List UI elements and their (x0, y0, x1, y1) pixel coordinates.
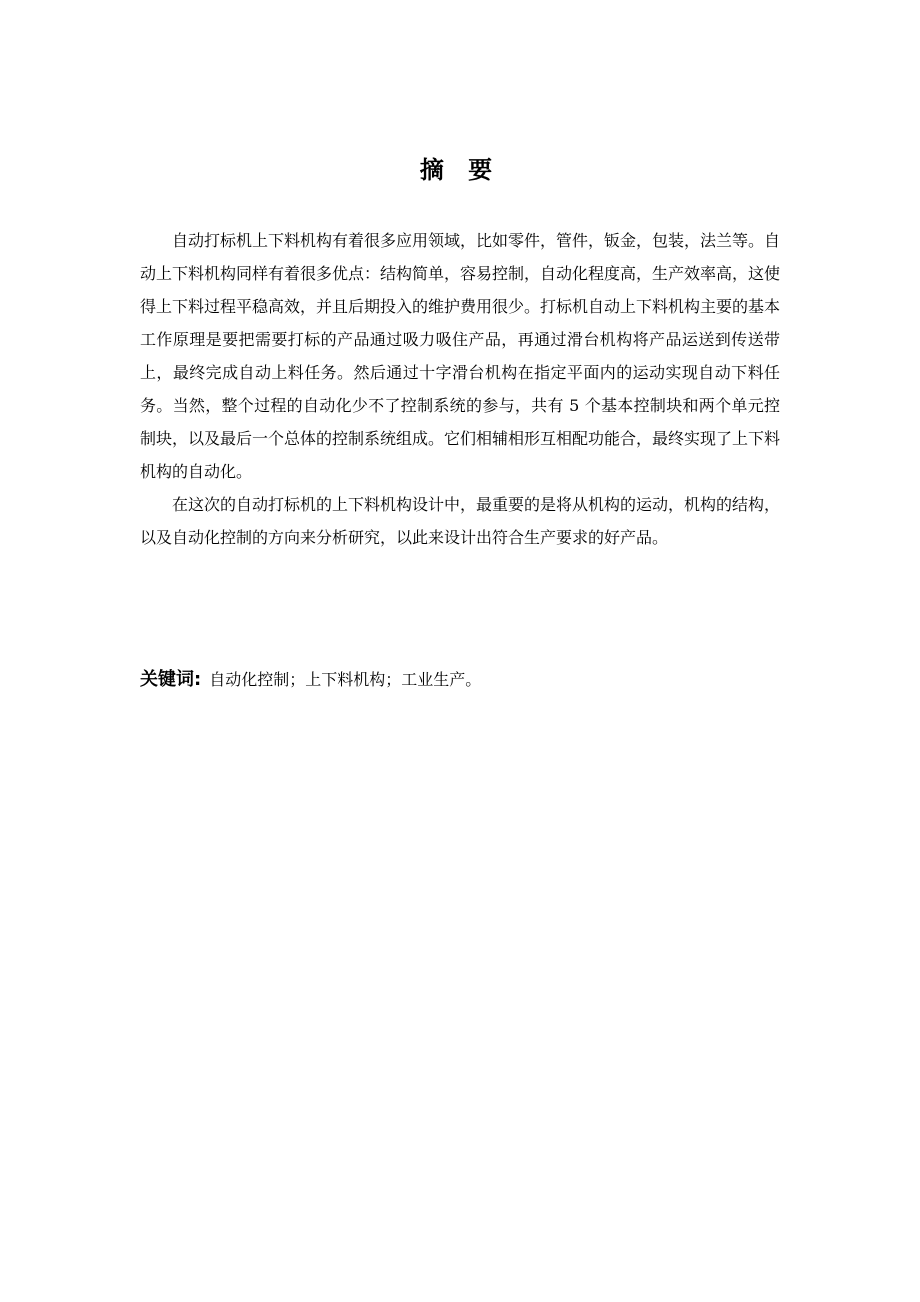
keywords-line (140, 663, 780, 696)
abstract-body (140, 224, 780, 554)
abstract-paragraph-2: 在这次的自动打标机的上下料机构设计中，最重要的是将从机构的运动，机构的结构，以及自动化控制的方向来分析研究，以此来设计出符合生产要求的好产品。 (140, 495, 781, 547)
keywords-label: 关键词: (140, 669, 202, 690)
keywords-text: 自动化控制；上下料机构；工业生产。 (209, 670, 482, 689)
abstract-paragraph-1: 自动打标机上下料机构有着很多应用领域，比如零件，管件，钣金，包装，法兰等。自动上下料机构同样有着很多优点：结构简单，容易控制，自动化程度高，生产效率高，这使得上下料过程平稳高效，并且后期投入的维护费用很少。打标机自动上下料机构主要的基本工作原理是要把需要打标的产品通过吸力吸住产品，再通过滑台机构将产品运送到传送带上，最终完成自动上料任务。然后通过十字滑台机构在指定平面内的运动实现自动下料任务。当然，整个过程的自动化少不了控制系统的参与，共有 5 个基本控制块和两个单元控制块，以及最后一个总体的控制系统组成。它们相辅相形互相配功能合，最终实现了上下料机构的自动化。 (140, 231, 781, 481)
abstract-title: 摘 要 (419, 156, 501, 184)
